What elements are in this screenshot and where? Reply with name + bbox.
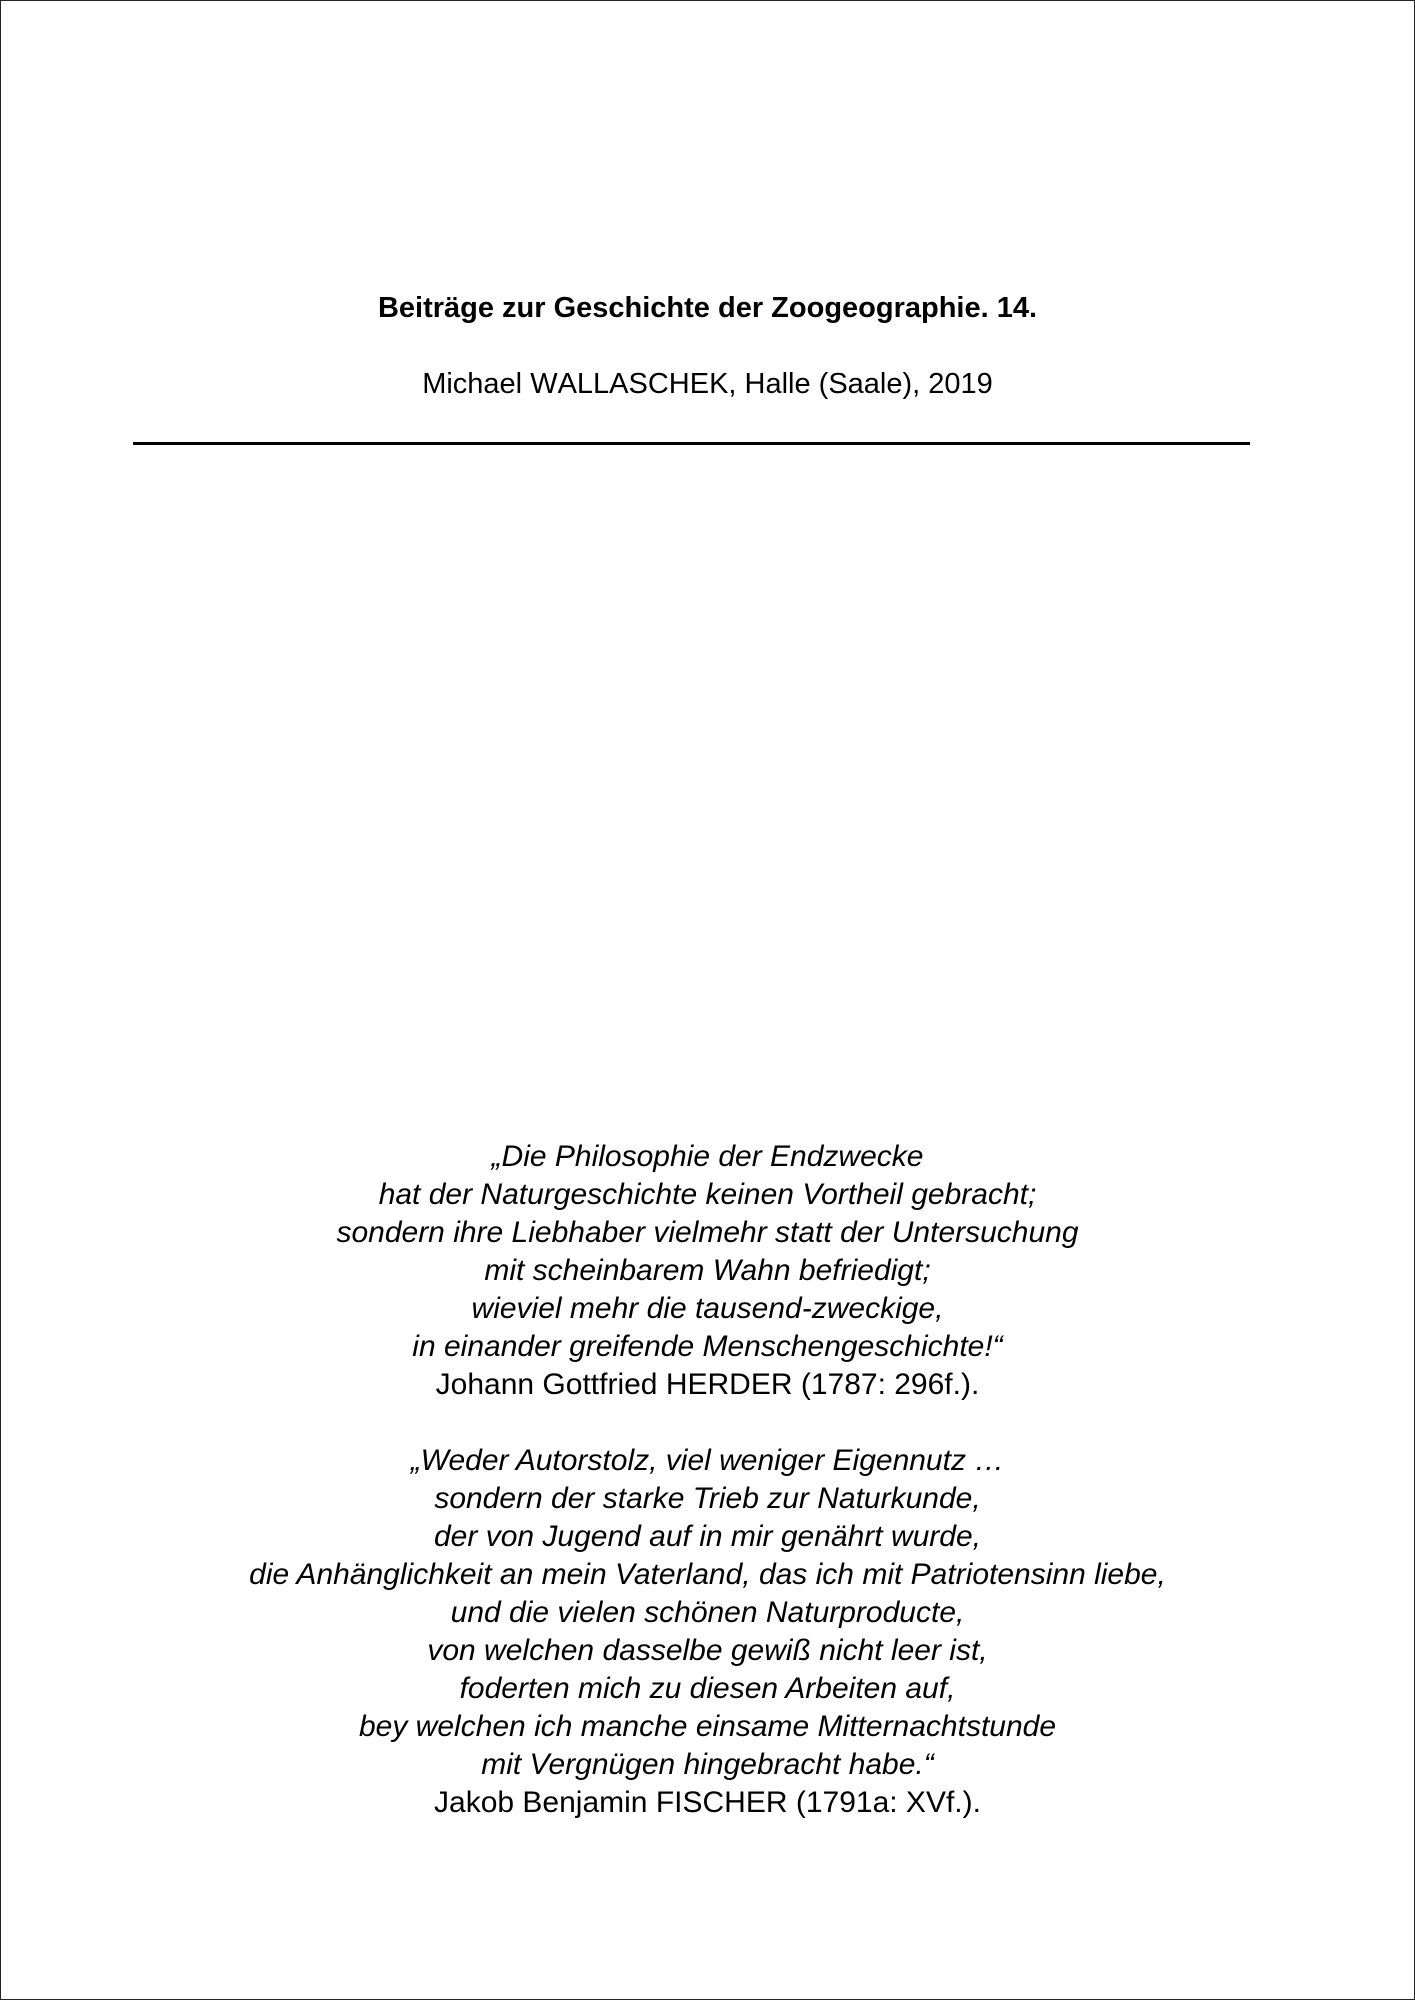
document-title: Beiträge zur Geschichte der Zoogeographie. 14. <box>377 292 1038 324</box>
title-divider <box>133 442 1250 445</box>
quote-line: „Die Philosophie der Endzwecke <box>491 1140 924 1173</box>
attribution-surname-rest: ERDER <box>687 1368 793 1401</box>
quote-attribution <box>0 1366 1415 1404</box>
quote-line: sondern der starke Trieb zur Naturkunde, <box>434 1482 981 1515</box>
quote-line: wieviel mehr die tausend-zweckige, <box>471 1292 944 1325</box>
quote-line: von welchen dasselbe gewiß nicht leer ist, <box>427 1634 988 1667</box>
attribution-citation: (1791a: XVf.). <box>787 1786 981 1819</box>
quote-line: in einander greifende Menschengeschichte!“ <box>412 1330 1003 1363</box>
attribution-given-names: Johann Gottfried <box>435 1368 666 1401</box>
author-place-year: , Halle (Saale), 2019 <box>728 368 993 400</box>
epigraph-herder <box>0 1138 1415 1404</box>
quote-line: foderten mich zu diesen Arbeiten auf, <box>459 1672 956 1705</box>
quote-line: der von Jugend auf in mir genährt wurde, <box>434 1520 981 1553</box>
quote-line: bey welchen ich manche einsame Mitternachtstunde <box>358 1710 1057 1743</box>
attribution-surname-initial: F <box>655 1786 675 1819</box>
quote-line: mit Vergnügen hingebracht habe.“ <box>481 1748 934 1781</box>
quote-line: hat der Naturgeschichte keinen Vortheil gebracht; <box>378 1178 1037 1211</box>
author-first-name: Michael <box>422 368 531 400</box>
attribution-given-names: Jakob Benjamin <box>434 1786 656 1819</box>
quote-line: „Weder Autorstolz, viel weniger Eigennutz … <box>410 1444 1005 1477</box>
epigraph-fischer <box>0 1442 1415 1822</box>
attribution-surname-initial: H <box>665 1368 688 1401</box>
author-surname-rest: ALLASCHEK <box>557 368 729 400</box>
author-surname-initial: W <box>530 368 558 400</box>
attribution-citation: (1787: 296f.). <box>792 1368 980 1401</box>
quote-line: die Anhänglichkeit an mein Vaterland, das ich mit Patriotensinn liebe, <box>249 1558 1166 1591</box>
attribution-surname-rest: ISCHER <box>674 1786 788 1819</box>
quote-attribution <box>0 1784 1415 1822</box>
author-line <box>0 366 1415 402</box>
quote-line: mit scheinbarem Wahn befriedigt; <box>484 1254 931 1287</box>
quote-line: sondern ihre Liebhaber vielmehr statt der Untersuchung <box>336 1216 1079 1249</box>
quote-line: und die vielen schönen Naturproducte, <box>450 1596 965 1629</box>
